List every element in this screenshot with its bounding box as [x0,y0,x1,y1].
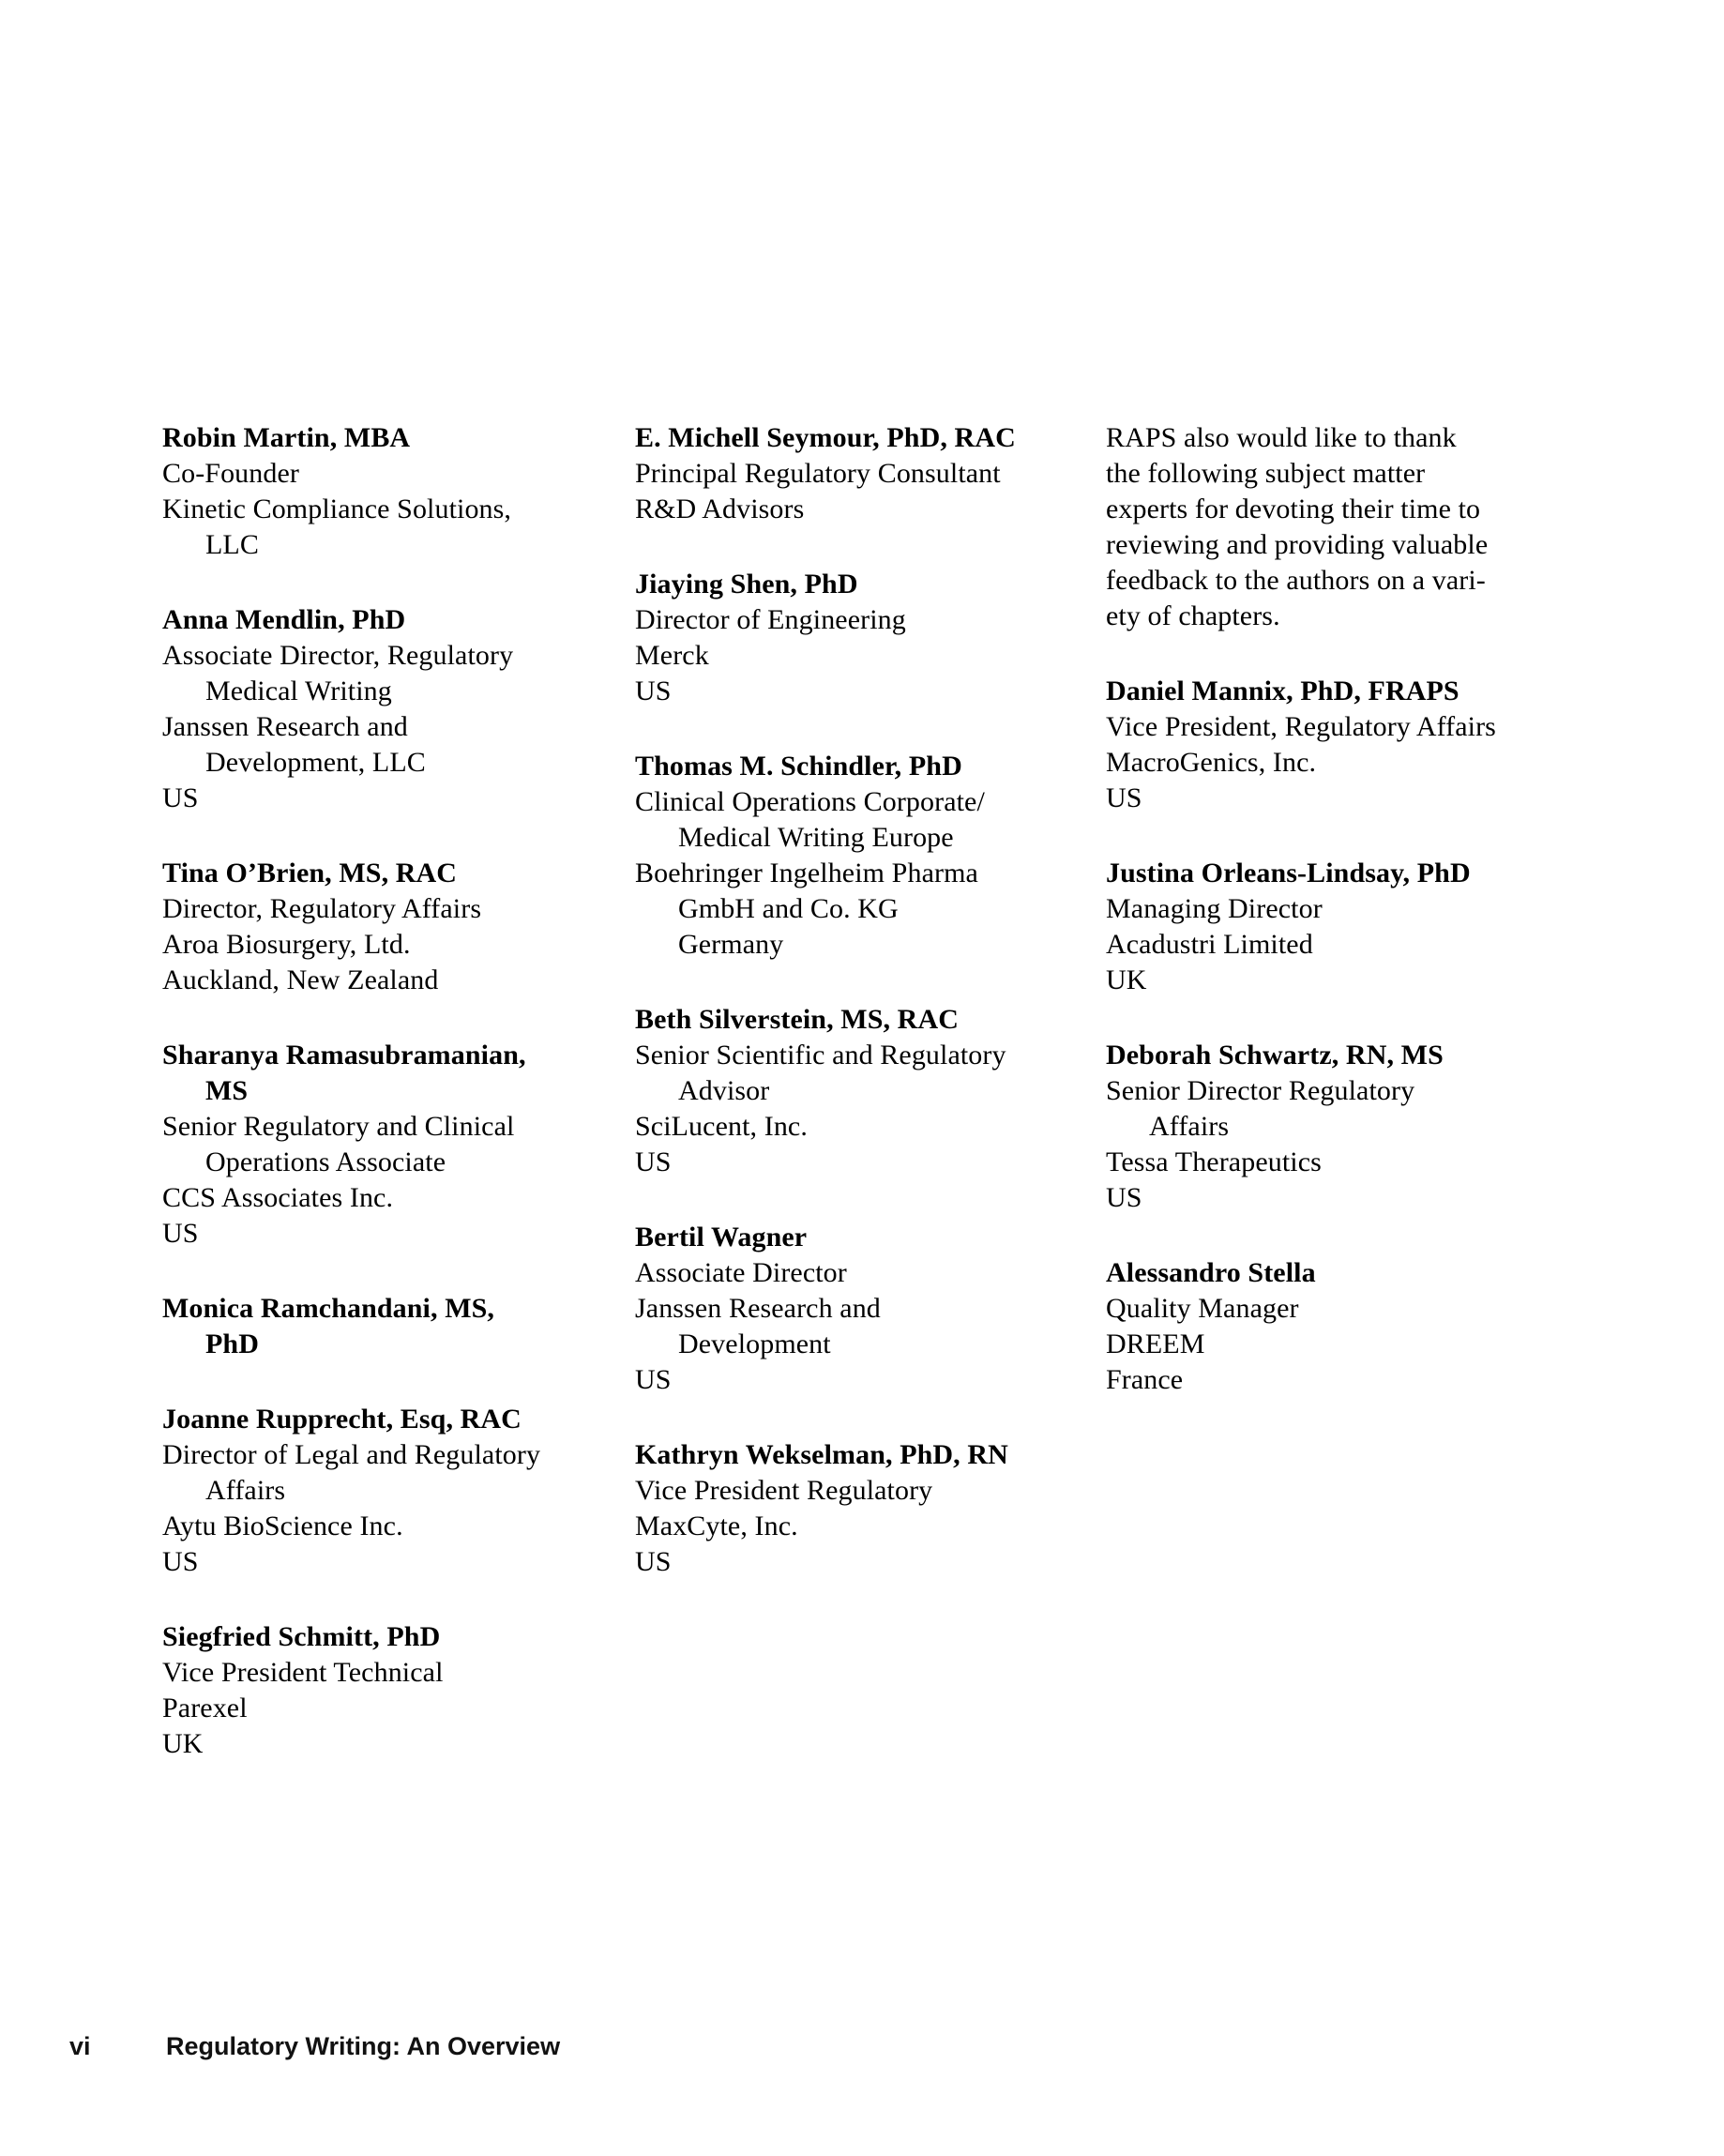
contributor-detail: Vice President Technical [162,1657,444,1688]
contributor-entry [635,1437,1099,1580]
contributor-name: Kathryn Wekselman, PhD, RN [635,1439,1008,1470]
contributor-detail: Aroa Biosurgery, Ltd. [162,929,411,960]
contributor-detail: GmbH and Co. KG [678,893,899,924]
contributor-detail: SciLucent, Inc. [635,1111,808,1142]
contributor-name: Daniel Mannix, PhD, FRAPS [1106,676,1459,706]
contributor-detail: Clinical Operations Corporate/ [635,786,985,817]
contributor-name: Justina Orleans-Lindsay, PhD [1106,858,1471,888]
contributor-detail: LLC [205,529,259,560]
contributors-column-2 [635,420,1099,1619]
contributor-detail: US [635,676,672,706]
contributor-entry [1106,1255,1547,1398]
contributor-detail: Boehringer Ingelheim Pharma [635,858,978,888]
contributor-name: E. Michell Seymour, PhD, RAC [635,422,1016,453]
contributor-detail: Germany [678,929,784,960]
contributor-entry [162,420,627,563]
contributor-entry [635,749,1099,963]
contributor-detail: Senior Regulatory and Clinical [162,1111,515,1142]
contributor-detail: US [162,1546,199,1577]
intro-line: the following subject matter [1106,458,1426,489]
contributor-detail: Managing Director [1106,893,1323,924]
contributor-detail: DREEM [1106,1329,1205,1359]
contributor-detail: Quality Manager [1106,1293,1299,1324]
contributor-detail: MaxCyte, Inc. [635,1511,798,1541]
contributor-name: Deborah Schwartz, RN, MS [1106,1040,1444,1070]
contributor-entry [162,1038,627,1252]
contributor-detail: Kinetic Compliance Solutions, [162,493,512,524]
contributor-name: Bertil Wagner [635,1222,808,1253]
contributor-name: PhD [205,1329,259,1359]
contributor-name: Robin Martin, MBA [162,422,411,453]
contributor-detail: US [635,1146,672,1177]
contributor-detail: Acadustri Limited [1106,929,1313,960]
contributor-detail: Tessa Therapeutics [1106,1146,1322,1177]
contributor-name: Monica Ramchandani, MS, [162,1293,494,1324]
contributor-name: Siegfried Schmitt, PhD [162,1621,441,1652]
contributor-detail: Principal Regulatory Consultant [635,458,1001,489]
contributor-detail: Medical Writing Europe [678,822,954,853]
intro-line: experts for devoting their time to [1106,493,1481,524]
contributor-detail: France [1106,1364,1184,1395]
contributor-detail: Vice President, Regulatory Affairs [1106,711,1496,742]
contributor-entry [162,1402,627,1580]
contributor-name: MS [205,1075,249,1106]
contributor-detail: Janssen Research and [162,711,408,742]
contributor-detail: US [162,1218,199,1249]
contributor-entry [1106,674,1547,816]
contributor-detail: Associate Director, Regulatory [162,640,514,671]
contributors-column-3 [1106,420,1547,1437]
contributor-entry [635,567,1099,709]
intro-line: feedback to the authors on a vari- [1106,565,1486,596]
contributor-detail: CCS Associates Inc. [162,1182,394,1213]
contributor-entry [162,602,627,816]
contributor-detail: UK [1106,964,1147,995]
book-title: Regulatory Writing: An Overview [166,2032,561,2060]
page-number: vi [69,2032,91,2060]
contributor-detail: Aytu BioScience Inc. [162,1511,403,1541]
contributor-detail: Auckland, New Zealand [162,964,439,995]
contributor-detail: Parexel [162,1693,248,1723]
contributor-detail: US [1106,1182,1142,1213]
contributor-entry [1106,856,1547,998]
contributor-name: Jiaying Shen, PhD [635,569,858,600]
contributor-detail: US [635,1364,672,1395]
contributor-name: Thomas M. Schindler, PhD [635,751,962,782]
contributor-detail: Medical Writing [205,676,392,706]
intro-line: ety of chapters. [1106,600,1280,631]
contributor-detail: Merck [635,640,709,671]
contributor-detail: Director of Engineering [635,604,906,635]
contributor-entry [162,1619,627,1762]
contributor-entry [635,1220,1099,1398]
contributor-detail: MacroGenics, Inc. [1106,747,1317,778]
contributor-detail: Senior Scientific and Regulatory [635,1040,1006,1070]
intro-line: reviewing and providing valuable [1106,529,1489,560]
contributor-name: Beth Silverstein, MS, RAC [635,1004,959,1035]
contributor-detail: Co-Founder [162,458,299,489]
contributor-detail: Janssen Research and [635,1293,881,1324]
contributor-name: Tina O’Brien, MS, RAC [162,858,458,888]
contributor-detail: Director of Legal and Regulatory [162,1439,541,1470]
contributor-entry [635,1002,1099,1180]
contributor-detail: Vice President Regulatory [635,1475,933,1506]
contributor-detail: Development, LLC [205,747,426,778]
contributor-detail: UK [162,1728,204,1759]
contributor-detail: Affairs [1149,1111,1230,1142]
intro-paragraph [1106,420,1547,634]
contributor-detail: Affairs [205,1475,286,1506]
contributor-detail: Advisor [678,1075,770,1106]
contributor-entry [635,420,1099,527]
contributor-detail: US [1106,782,1142,813]
intro-line: RAPS also would like to thank [1106,422,1457,453]
contributor-entry [162,1291,627,1362]
contributor-detail: R&D Advisors [635,493,805,524]
contributors-column-1 [162,420,627,1801]
contributor-name: Sharanya Ramasubramanian, [162,1040,526,1070]
contributor-entry [1106,1038,1547,1216]
contributor-name: Alessandro Stella [1106,1257,1316,1288]
contributor-entry [162,856,627,998]
contributor-detail: Director, Regulatory Affairs [162,893,482,924]
contributor-detail: Development [678,1329,831,1359]
contributor-detail: Operations Associate [205,1146,446,1177]
contributor-name: Joanne Rupprecht, Esq, RAC [162,1404,522,1435]
contributor-detail: US [635,1546,672,1577]
contributor-detail: Senior Director Regulatory [1106,1075,1415,1106]
contributor-detail: Associate Director [635,1257,847,1288]
contributor-name: Anna Mendlin, PhD [162,604,406,635]
contributor-detail: US [162,782,199,813]
